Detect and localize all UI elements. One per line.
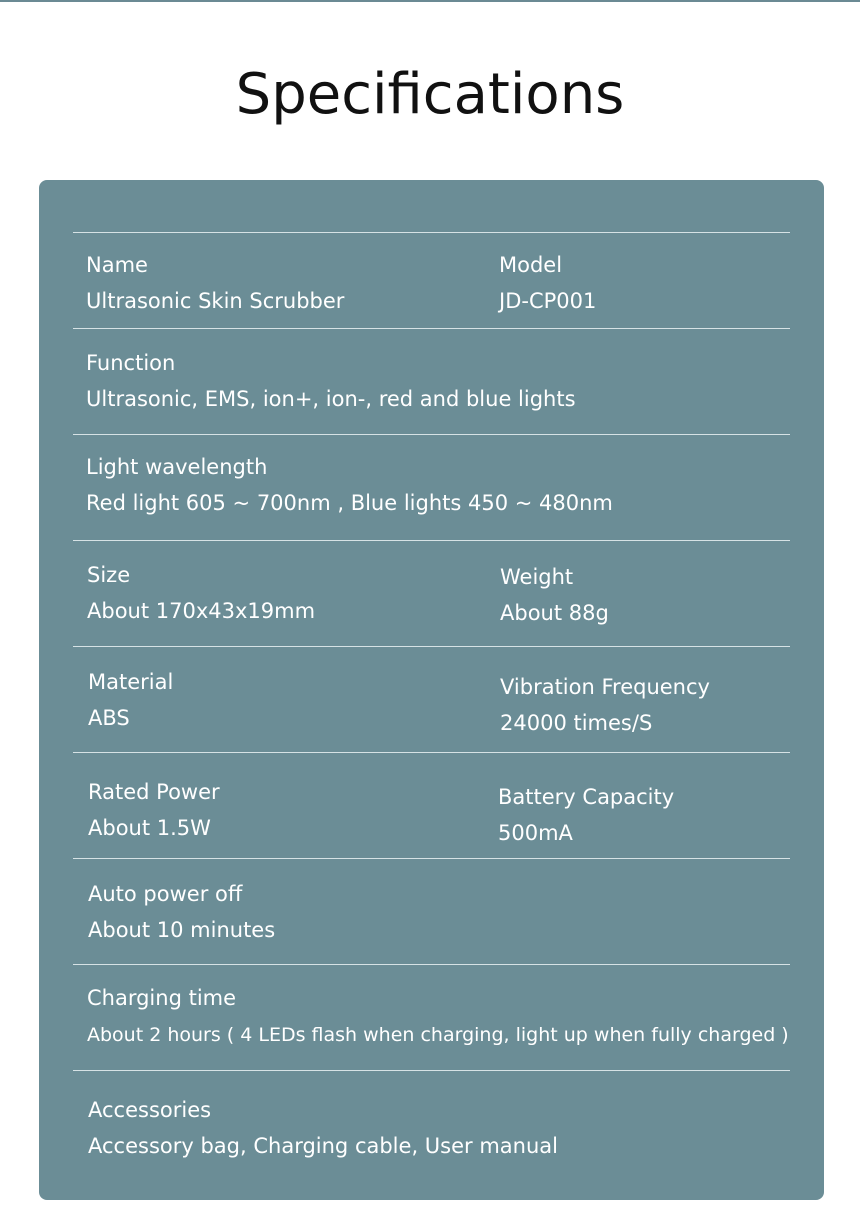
spec-model-value: JD-CP001 — [499, 289, 597, 313]
divider — [73, 1070, 790, 1071]
spec-size-value: About 170x43x19mm — [87, 599, 316, 623]
divider — [73, 858, 790, 859]
page-title: Specifications — [235, 62, 625, 127]
divider — [73, 646, 790, 647]
spec-auto-off-value: About 10 minutes — [88, 918, 276, 942]
spec-model-label: Model — [499, 253, 563, 277]
top-border — [0, 0, 860, 2]
spec-name-value: Ultrasonic Skin Scrubber — [86, 289, 345, 313]
spec-function-label: Function — [86, 351, 176, 375]
spec-power-value: About 1.5W — [88, 816, 211, 840]
spec-weight-label: Weight — [500, 565, 574, 589]
spec-material-label: Material — [88, 670, 174, 694]
spec-wavelength-value: Red light 605 ~ 700nm , Blue lights 450 ~ 480nm — [86, 491, 613, 515]
spec-power-label: Rated Power — [88, 780, 220, 804]
spec-vibration-label: Vibration Frequency — [500, 675, 710, 699]
divider — [73, 434, 790, 435]
spec-charging-value: About 2 hours ( 4 LEDs flash when charging, light up when fully charged ) — [87, 1024, 789, 1046]
divider — [73, 540, 790, 541]
divider — [73, 964, 790, 965]
spec-size-label: Size — [87, 563, 131, 587]
spec-accessories-value: Accessory bag, Charging cable, User manual — [88, 1134, 558, 1158]
divider — [73, 328, 790, 329]
spec-wavelength-label: Light wavelength — [86, 455, 268, 479]
spec-battery-value: 500mA — [498, 821, 573, 845]
spec-function-value: Ultrasonic, EMS, ion+, ion-, red and blue lights — [86, 387, 576, 411]
divider — [73, 752, 790, 753]
spec-battery-label: Battery Capacity — [498, 785, 675, 809]
spec-material-value: ABS — [88, 706, 130, 730]
divider — [73, 232, 790, 233]
spec-accessories-label: Accessories — [88, 1098, 212, 1122]
spec-vibration-value: 24000 times/S — [500, 711, 653, 735]
spec-weight-value: About 88g — [500, 601, 609, 625]
spec-charging-label: Charging time — [87, 986, 237, 1010]
spec-auto-off-label: Auto power off — [88, 882, 243, 906]
spec-name-label: Name — [86, 253, 148, 277]
